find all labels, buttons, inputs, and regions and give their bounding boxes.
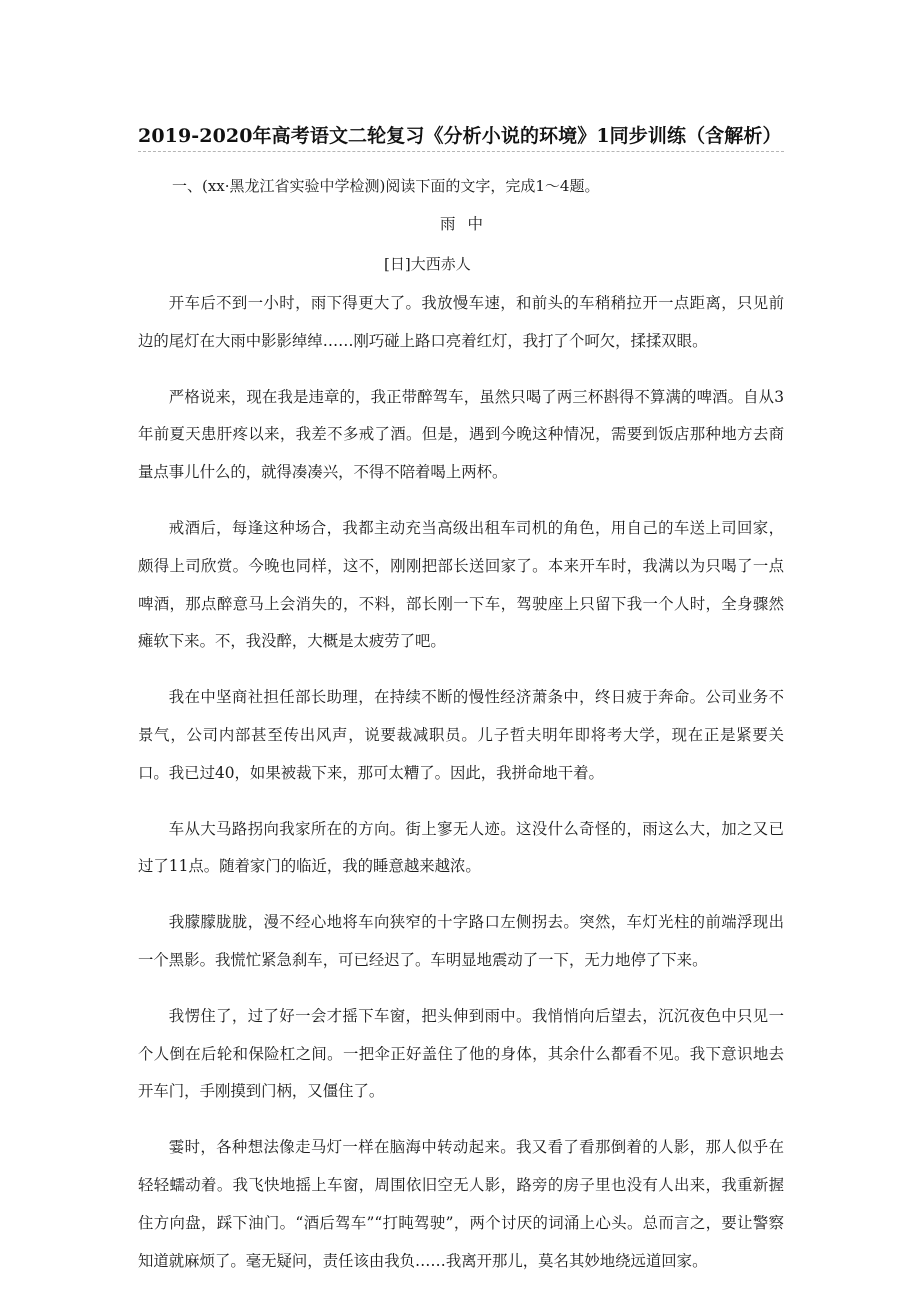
story-title: 雨中	[440, 215, 496, 233]
paragraph-1: 开车后不到一小时，雨下得更大了。我放慢车速，和前头的车稍稍拉开一点距离，只见前边的尾灯在大雨中影影绰绰……刚巧碰上路口亮着红灯，我打了个呵欠，揉揉双眼。	[138, 294, 784, 350]
paragraph-7: 我愣住了，过了好一会才摇下车窗，把头伸到雨中。我悄悄向后望去，沉沉夜色中只见一个人倒在后轮和保险杠之间。一把伞正好盖住了他的身体，其余什么都看不见。我下意识地去开车门，手刚摸到门柄，又僵住了。	[138, 1006, 784, 1101]
paragraph-5: 车从大马路拐向我家所在的方向。街上寥无人迹。这没什么奇怪的，雨这么大，加之又已过了11点。随着家门的临近，我的睡意越来越浓。	[138, 819, 784, 876]
story-author: [日]大西赤人	[384, 255, 471, 273]
paragraph-2: 严格说来，现在我是违章的，我正带醉驾车，虽然只喝了两三杯斟得不算满的啤酒。自从3年前夏天患肝疼以来，我差不多戒了酒。但是，遇到今晚这种情况，需要到饭店那种地方去商量点事儿什么的，就得凑凑兴，不得不陪着喝上两杯。	[138, 387, 784, 482]
paragraph-4: 我在中坚商社担任部长助理，在持续不断的慢性经济萧条中，终日疲于奔命。公司业务不景气，公司内部甚至传出风声，说要裁减职员。儿子哲夫明年即将考大学，现在正是紧要关口。我已过40，如果被裁下来，那可太糟了。因此，我拼命地干着。	[138, 688, 784, 782]
story-body	[138, 285, 784, 1298]
question-intro: 一、(xx·黑龙江省实验中学检测)阅读下面的文字，完成1～4题。	[172, 177, 600, 195]
title-divider	[138, 151, 784, 152]
document-title: 2019-2020年高考语文二轮复习《分析小说的环境》1同步训练（含解析）	[138, 125, 782, 147]
paragraph-3: 戒酒后，每逢这种场合，我都主动充当高级出租车司机的角色，用自己的车送上司回家，颇得上司欣赏。今晚也同样，这不，刚刚把部长送回家了。本来开车时，我满以为只喝了一点啤酒，那点醉意马上会消失的，不料，部长刚一下车，驾驶座上只留下我一个人时，全身骤然瘫软下来。不，我没醉，大概是太疲劳了吧。	[138, 518, 784, 651]
paragraph-6: 我朦朦胧胧，漫不经心地将车向狭窄的十字路口左侧拐去。突然，车灯光柱的前端浮现出一个黑影。我慌忙紧急刹车，可已经迟了。车明显地震动了一下，无力地停了下来。	[138, 913, 784, 969]
paragraph-8: 霎时，各种想法像走马灯一样在脑海中转动起来。我又看了看那倒着的人影，那人似乎在轻轻蠕动着。我飞快地摇上车窗，周围依旧空无人影，路旁的房子里也没有人出来，我重新握住方向盘，踩下油门。“酒后驾车”“打盹驾驶”，两个讨厌的词涌上心头。总而言之，要让警察知道就麻烦了。毫无疑问，责任该由我负……我离开那儿，莫名其妙地绕远道回家。	[138, 1138, 784, 1270]
